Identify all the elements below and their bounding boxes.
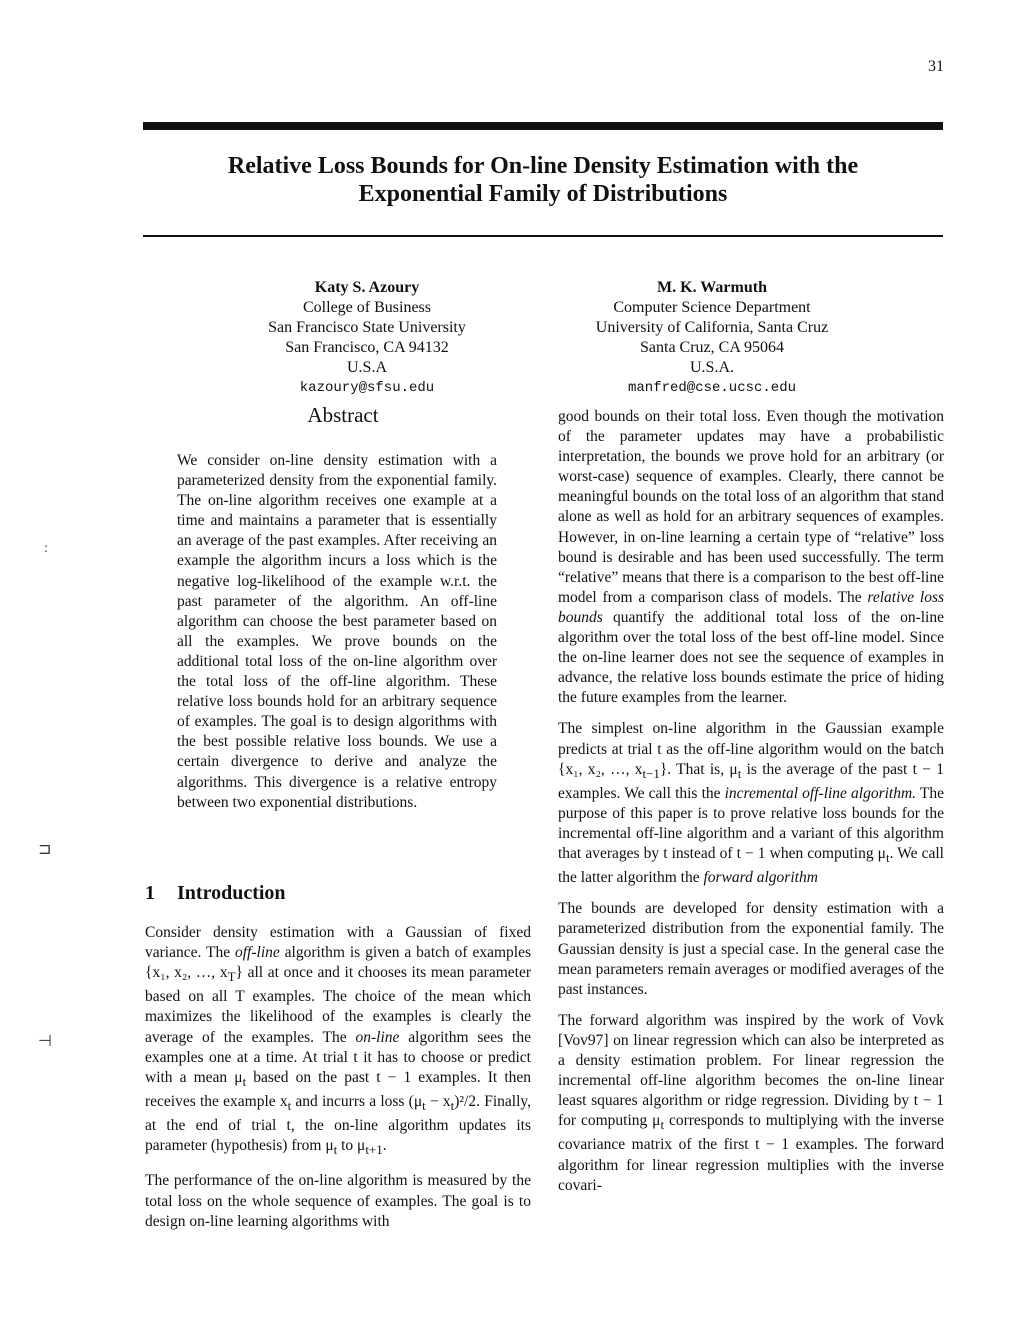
emphasis-relative-loss-bounds: relative loss bounds <box>558 588 945 626</box>
subscript: t <box>333 1142 338 1158</box>
abstract-heading: Abstract <box>307 403 379 427</box>
author-affiliation: College of Business <box>303 299 431 316</box>
subscript: t <box>450 1098 455 1114</box>
emphasis-incremental-offline: incremental off-line algorithm. <box>724 784 917 802</box>
introduction-left-column <box>145 923 531 1243</box>
subscript: t <box>422 1098 426 1114</box>
section-number: 1 <box>145 882 155 904</box>
title-line-2: Exponential Family of Distributions <box>358 181 728 207</box>
right-paragraph-4 <box>558 1011 944 1196</box>
abstract-body <box>177 451 497 824</box>
paper-title <box>143 152 943 208</box>
emphasis-offline: off-line <box>234 944 280 962</box>
text-run: to μ <box>337 1137 366 1155</box>
abstract-text: We consider on-line density estimation with a parameterized density from the exponential family. The on-line algorithm receives one example at a time and maintains a parameter that is essentially an average of the past examples. After receiving an example the algorithm incurs a loss which is the negative log-likelihood of the example w.r.t. the past parameter of the algorithm. An off-line algorithm can choose the best parameter based on all the examples. We prove bounds on the additional total loss of the on-line algorithm over the total loss of the off-line algorithm. These relative loss bounds hold for an arbitrary sequence of examples. The goal is to design algorithms with the best possible relative loss bounds. We use a certain divergence to derive and analyze the algorithms. This divergence is a relative entropy between two exponential distributions. <box>177 452 497 811</box>
author-email[interactable]: manfred@cse.ucsc.edu <box>627 380 797 396</box>
title-rule <box>143 235 943 237</box>
title-line-1: Relative Loss Bounds for On-line Density Estimation with the <box>227 153 859 179</box>
author-city: Santa Cruz, CA 95064 <box>640 339 784 356</box>
top-rule <box>143 122 943 130</box>
right-paragraph-1 <box>558 407 944 708</box>
author-country: U.S.A. <box>689 359 734 376</box>
section-title: Introduction <box>177 882 286 904</box>
text-run: − x <box>425 1092 451 1110</box>
author-institution: University of California, Santa Cruz <box>595 319 829 336</box>
text-run: The forward algorithm was inspired by the work of Vovk [Vov97] on linear regression which can also be interpreted as a density estimation problem. For linear regression the incremental off-line algorithm becomes the on-line linear least squares algorithm or ridge regression. Dividing by t − 1 for computing μ <box>558 1011 944 1130</box>
author-city: San Francisco, CA 94132 <box>285 339 449 356</box>
text-run: is the average of the past t − 1 examples. We call this the <box>558 760 944 802</box>
text-run: algorithm is given a batch of examples {x₁, x₂, …, x <box>145 944 531 982</box>
right-paragraph-3: The bounds are developed for density estimation with a parameterized distribution from the exponential family. The Gaussian density is just a special case. In the general case the mean parameters remain averages or modified averages of the past instances. <box>558 900 944 998</box>
subscript: t+1 <box>365 1142 383 1158</box>
text-run: corresponds to multiplying with the inverse covariance matrix of the first t − 1 examples. The forward algorithm for linear regression multiplies with the inverse covari- <box>558 1112 944 1194</box>
section-heading-introduction <box>145 880 525 906</box>
text-run: . <box>382 1137 387 1155</box>
text-run: quantify the additional total loss of the on-line algorithm over the total loss of the best off-line model. Since the on-line learner does not see the sequence of examples in advance, the relative loss bounds estimate the price of hiding the future examples from the learner. <box>558 608 944 707</box>
intro-paragraph-1 <box>145 923 531 1160</box>
subscript: t <box>737 765 742 781</box>
emphasis-forward-algorithm: forward algorithm <box>703 869 818 887</box>
text-run: based on the past t − 1 examples. It then receives the example x <box>145 1068 532 1110</box>
text-run: good bounds on their total loss. Even though the motivation of the parameter updates may have a probabilistic interpretation, the bounds we prove hold for an arbitrary (or worst-case) sequence of examples. Clearly, there cannot be meaningful bounds on the total loss of an algorithm that stand alone as well as hold for an arbitrary sequences of examples. However, in on-line learning a certain type of “relative” loss bound is desirable and has been used successfully. The term “relative” means that there is a comparison to the best off-line model from a comparison class of models. The <box>558 408 944 606</box>
author-email[interactable]: kazoury@sfsu.edu <box>299 380 435 396</box>
subscript: T <box>227 969 236 985</box>
text-run: The simplest on-line algorithm in the Gaussian example predicts at trial t as the off-line algorithm would on the batch {x₁, x₂, …, x <box>558 720 944 778</box>
right-paragraph-2 <box>558 719 944 888</box>
scan-artifact-mark: ⊐ <box>38 839 52 858</box>
author-block-azoury <box>187 278 547 398</box>
intro-paragraph-2: The performance of the on-line algorithm is measured by the total loss on the whole sequence of examples. The goal is to design on-line learning algorithms with <box>145 1172 531 1230</box>
subscript: t <box>885 850 890 866</box>
author-country: U.S.A <box>346 359 387 376</box>
text-run: Consider density estimation with a Gaussian of fixed variance. The <box>145 924 531 962</box>
text-run: )²/2. Finally, at the end of trial t, the on-line algorithm updates its parameter (hypothesis) from μ <box>145 1092 531 1155</box>
author-name: M. K. Warmuth <box>657 279 767 296</box>
text-run: algorithm sees the examples one at a time. At trial t it has to choose or predict with a mean μ <box>145 1028 531 1086</box>
page-number: 31 <box>928 58 944 75</box>
emphasis-online: on-line <box>355 1028 400 1046</box>
scan-artifact-mark: ⊣ <box>38 1031 52 1050</box>
subscript: t <box>660 1117 665 1133</box>
text-run: } all at once and it chooses its mean parameter based on all T examples. The choice of the mean which maximizes the likelihood of the examples is clearly the average of the examples. The <box>145 964 531 1046</box>
author-institution: San Francisco State University <box>268 319 466 336</box>
author-block-warmuth <box>532 278 892 398</box>
scan-artifact-mark: : <box>44 541 49 555</box>
author-affiliation: Computer Science Department <box>613 299 811 316</box>
text-run: }. That is, μ <box>659 760 738 778</box>
text-run: and incurrs a loss (μ <box>291 1092 423 1110</box>
author-name: Katy S. Azoury <box>314 279 420 296</box>
text-run: The purpose of this paper is to prove relative loss bounds for the incremental off-line algorithm and a variant of this algorithm that averages by t instead of t − 1 when computing μ <box>558 784 944 863</box>
subscript: t <box>242 1073 247 1089</box>
subscript: t <box>287 1098 292 1114</box>
subscript: t−1 <box>642 765 660 781</box>
right-column <box>558 407 944 1207</box>
text-run: . We call the latter algorithm the <box>558 845 944 887</box>
